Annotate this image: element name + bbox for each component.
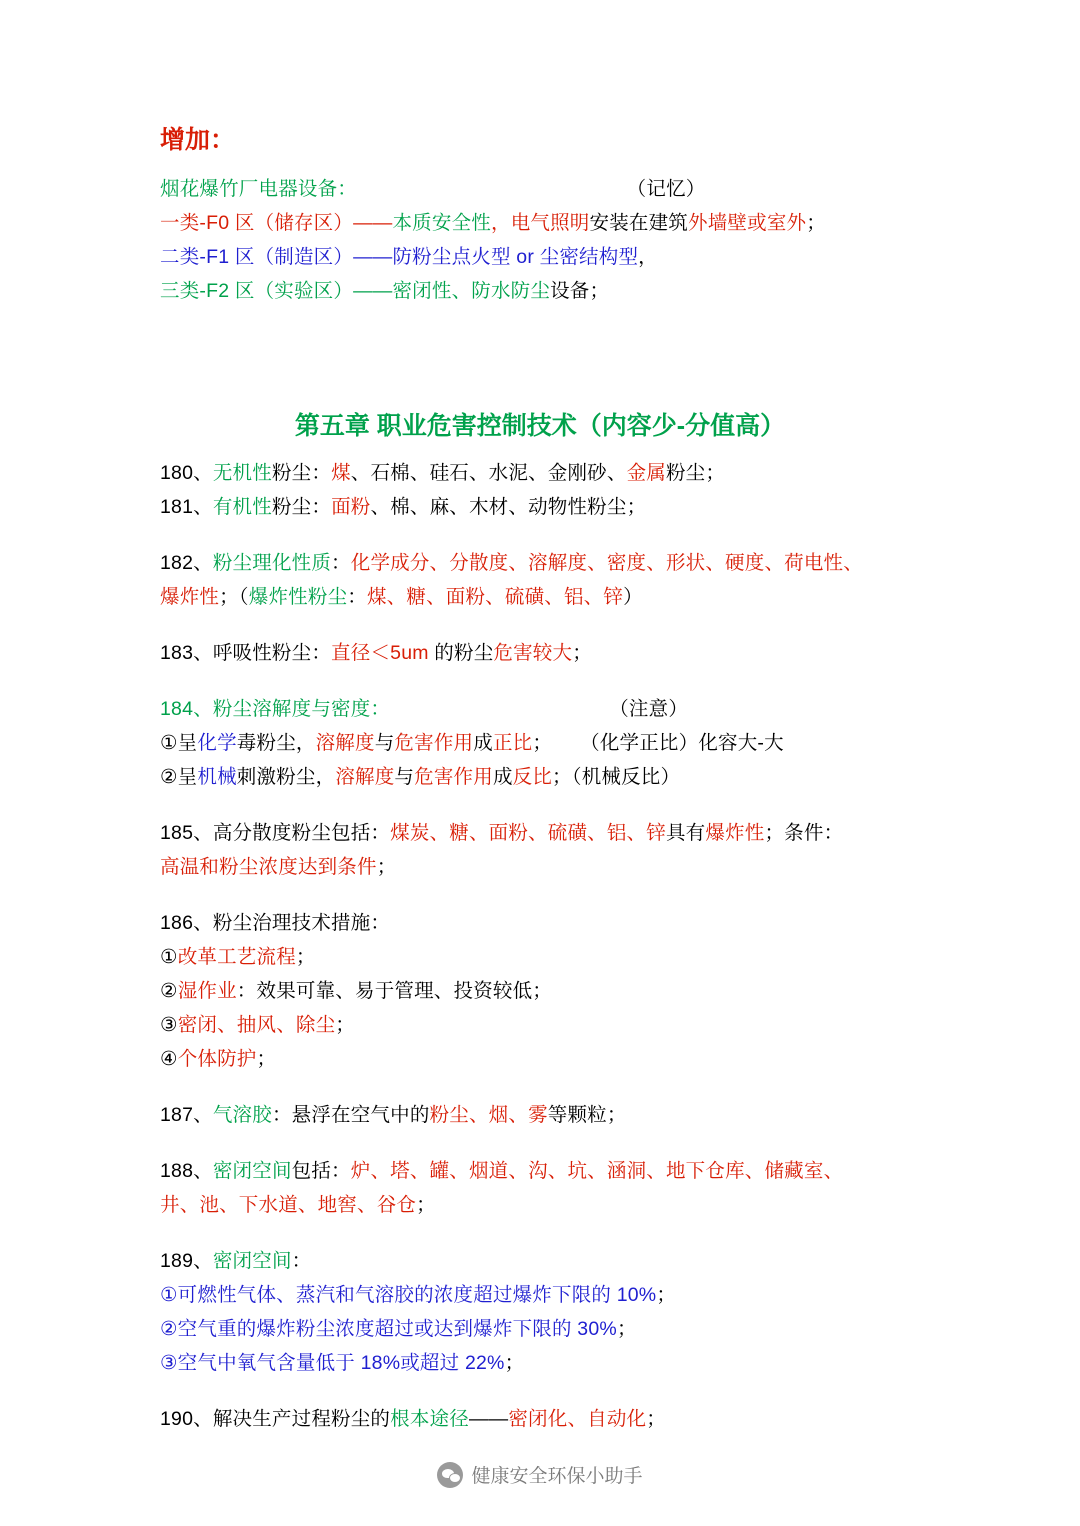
text-segment: 个体防护 — [177, 1048, 257, 1070]
text-segment: ： — [291, 1250, 312, 1272]
text-segment: 溶解度 — [315, 732, 375, 754]
footer — [0, 1461, 1080, 1488]
text-segment: ； — [646, 1408, 666, 1430]
note-189-line-3 — [160, 1346, 920, 1380]
note-item-190 — [160, 1402, 920, 1436]
text-segment: 根本途径 — [390, 1408, 469, 1430]
note-186-line-1 — [160, 940, 920, 974]
text-segment: 机械 — [197, 766, 237, 788]
text-segment: 超过爆炸下限的 10% — [473, 1284, 657, 1306]
text-segment: 湿作业 — [177, 980, 237, 1002]
text-segment: 等颗粒； — [547, 1104, 627, 1126]
text-segment: ； — [335, 1014, 355, 1036]
text-segment: 危害较大 — [493, 642, 573, 664]
text-segment: ②呈 — [160, 766, 198, 788]
text-segment: 与 — [374, 732, 395, 754]
note-182-line-1 — [160, 580, 920, 614]
text-segment: 密闭化、自动化 — [508, 1408, 647, 1430]
text-segment: ：效果可靠、易于管理、投资较低； — [236, 980, 552, 1002]
text-segment: 反比 — [512, 766, 553, 788]
text-segment: 煤炭、糖、面粉、硫磺、铝、锌 — [390, 822, 666, 844]
text-segment: 的粉尘 — [428, 642, 494, 664]
text-segment: 危害作用 — [414, 766, 493, 788]
note-186-line-4 — [160, 1042, 920, 1076]
note-item-187 — [160, 1098, 920, 1132]
note-186-line-3 — [160, 1008, 920, 1042]
text-segment: ； — [416, 1194, 436, 1216]
note-188-line-0 — [160, 1154, 920, 1188]
text-segment: 正比 — [492, 732, 533, 754]
text-segment: 187、 — [160, 1104, 213, 1126]
text-segment: 气溶胶 — [212, 1104, 272, 1126]
text-segment: 粉尘、烟、雾 — [429, 1104, 548, 1126]
text-segment: 成 — [492, 766, 513, 788]
note-item-188 — [160, 1154, 920, 1222]
note-190-line-0 — [160, 1402, 920, 1436]
text-segment: 188、 — [160, 1160, 213, 1182]
note-item-189 — [160, 1244, 920, 1380]
text-segment: （记忆） — [357, 178, 706, 200]
text-segment: 粉尘理化性质 — [212, 552, 332, 574]
note-186-line-2 — [160, 974, 920, 1008]
text-segment: 化学 — [197, 732, 237, 754]
text-segment: ③ — [160, 1014, 178, 1036]
text-segment: 180、 — [160, 462, 213, 484]
note-186-line-0 — [160, 906, 920, 940]
notes-list — [160, 456, 920, 1436]
spacer — [160, 670, 920, 692]
text-segment: 与 — [394, 766, 415, 788]
text-segment: 烟花爆竹厂电器设备： — [160, 178, 358, 200]
text-segment: ； — [295, 946, 316, 968]
text-segment: 密闭空间 — [212, 1250, 292, 1272]
spacer — [160, 1132, 920, 1154]
text-segment: 包括： — [291, 1160, 351, 1182]
text-segment: 外墙壁或室外 — [688, 212, 807, 234]
text-segment: 电气照明 — [510, 212, 590, 234]
text-segment: —— — [468, 1408, 509, 1430]
note-187-line-0 — [160, 1098, 920, 1132]
note-item-186 — [160, 906, 920, 1076]
text-segment: 毒粉尘， — [236, 732, 316, 754]
note-182-line-0 — [160, 546, 920, 580]
text-segment: 改革工艺流程 — [177, 946, 296, 968]
spacer — [160, 1076, 920, 1098]
text-segment: 爆炸性粉尘 — [248, 586, 348, 608]
text-segment: ， — [490, 212, 511, 234]
text-segment: 危害作用 — [394, 732, 474, 754]
text-segment: 184、粉尘溶解度与密度： — [160, 698, 391, 720]
text-segment: ； — [656, 1284, 677, 1306]
text-segment: 粉尘： — [271, 496, 332, 518]
text-segment: 爆炸性 — [160, 586, 220, 608]
text-segment: 炉、塔、罐、烟道、沟、坑、涵洞、地下仓库、储藏室、 — [350, 1160, 844, 1182]
text-segment: ； （化学正比）化容大-大 — [532, 732, 784, 754]
note-184-line-0 — [160, 692, 920, 726]
text-segment: ；（ — [219, 586, 249, 608]
text-segment: ② — [160, 980, 178, 1002]
text-segment: 、石棉、硅石、水泥、金刚砂、 — [350, 462, 627, 484]
text-segment: 、棉、麻、木材、动物性粉尘； — [370, 496, 647, 518]
note-item-182 — [160, 546, 920, 614]
spacer — [160, 1222, 920, 1244]
add-line-0 — [160, 172, 920, 206]
text-segment: ； — [806, 212, 826, 234]
text-segment: 密闭性、防水防尘 — [392, 280, 551, 302]
text-segment: 溶解度 — [335, 766, 395, 788]
note-189-line-2 — [160, 1312, 920, 1346]
footer-account-name: 健康安全环保小助手 — [471, 1466, 643, 1487]
note-189-line-1 — [160, 1278, 920, 1312]
note-184-line-2 — [160, 760, 920, 794]
spacer — [160, 524, 920, 546]
text-segment: 防粉尘点火型 or 尘密结构型 — [392, 246, 639, 268]
add-line-3 — [160, 274, 920, 308]
note-180-line-0 — [160, 456, 920, 490]
text-segment: ④ — [160, 1048, 178, 1070]
text-segment: 本质安全性 — [392, 212, 491, 234]
note-180-line-1 — [160, 490, 920, 524]
text-segment: 190、解决生产过程粉尘的 — [160, 1408, 391, 1430]
text-segment: 金属 — [626, 462, 666, 484]
text-segment: 煤、糖、面粉、硫磺、铝、锌 — [366, 586, 624, 608]
note-item-184 — [160, 692, 920, 794]
text-segment: 181、 — [160, 496, 213, 518]
note-item-185 — [160, 816, 920, 884]
text-segment: 185、高分散度粉尘包括： — [160, 822, 391, 844]
text-segment: 密闭空间 — [212, 1160, 292, 1182]
note-185-line-0 — [160, 816, 920, 850]
text-segment: ① — [160, 946, 178, 968]
text-segment: ①呈 — [160, 732, 198, 754]
text-segment: 具有 — [665, 822, 706, 844]
text-segment: 设备； — [550, 280, 610, 302]
text-segment: ； — [256, 1048, 277, 1070]
text-segment: 直径＜5um — [331, 642, 429, 664]
note-184-line-1 — [160, 726, 920, 760]
text-segment: 186、粉尘治理技术措施： — [160, 912, 391, 934]
text-segment: ③空气中氧气含量低于 18%或超过 22% — [160, 1352, 505, 1374]
text-segment: 183、呼吸性粉尘： — [160, 642, 332, 664]
text-segment: 面粉 — [331, 496, 371, 518]
note-188-line-1 — [160, 1188, 920, 1222]
spacer — [160, 614, 920, 636]
text-segment: 煤 — [331, 462, 351, 484]
spacer — [160, 794, 920, 816]
text-segment: 安装在建筑 — [589, 212, 689, 234]
note-item-180 — [160, 456, 920, 524]
text-segment: ： — [347, 586, 367, 608]
text-segment: ： — [331, 552, 351, 574]
text-segment: ； — [572, 642, 592, 664]
text-segment: ①可燃性气体、蒸汽和气溶胶的浓度 — [160, 1284, 474, 1306]
text-segment: 三类-F2 区（实验区）—— — [160, 280, 393, 302]
text-segment: ②空气重的爆炸粉尘浓度超过或达到爆炸下限的 30% — [160, 1318, 617, 1340]
text-segment: ） — [623, 586, 643, 608]
spacer — [160, 160, 920, 172]
note-185-line-1 — [160, 850, 920, 884]
chapter-title: 第五章 职业危害控制技术（内容少-分值高） — [294, 412, 786, 440]
note-189-line-0 — [160, 1244, 920, 1278]
text-segment: ； — [504, 1352, 525, 1374]
note-183-line-0 — [160, 636, 920, 670]
text-segment: 密闭、抽风、除尘 — [177, 1014, 336, 1036]
wechat-badge — [437, 1461, 642, 1488]
text-segment: 化学成分、分散度、溶解度、密度、形状、硬度、荷电性、 — [350, 552, 863, 574]
spacer — [160, 308, 920, 404]
text-segment: ； — [376, 856, 397, 878]
text-segment: 爆炸性 — [705, 822, 765, 844]
text-segment: 189、 — [160, 1250, 213, 1272]
text-segment: 二类-F1 区（制造区）—— — [160, 246, 393, 268]
note-item-183 — [160, 636, 920, 670]
spacer — [160, 884, 920, 906]
add-line-2 — [160, 240, 920, 274]
section-add-body — [160, 172, 920, 308]
text-segment: 刺激粉尘， — [236, 766, 336, 788]
text-segment: 182、 — [160, 552, 213, 574]
text-segment: （注意） — [390, 698, 689, 720]
add-line-1 — [160, 206, 920, 240]
text-segment: ；（机械反比） — [552, 766, 681, 788]
text-segment: ， — [638, 246, 658, 268]
text-segment: ； — [616, 1318, 637, 1340]
text-segment: 成 — [473, 732, 493, 754]
section-heading-add: 增加： — [160, 126, 236, 154]
text-segment: 高温和粉尘浓度达到条件 — [160, 856, 377, 878]
text-segment: 无机性 — [212, 462, 272, 484]
text-segment: ：悬浮在空气中的 — [271, 1104, 430, 1126]
text-segment: 有机性 — [212, 496, 272, 518]
text-segment: 井、池、下水道、地窖、谷仓 — [160, 1194, 417, 1216]
text-segment: 粉尘： — [271, 462, 332, 484]
wechat-icon — [437, 1462, 463, 1488]
text-segment: 粉尘； — [665, 462, 726, 484]
text-segment: ；条件： — [764, 822, 844, 844]
spacer — [160, 1380, 920, 1402]
text-segment: 一类-F0 区（储存区）—— — [160, 212, 393, 234]
